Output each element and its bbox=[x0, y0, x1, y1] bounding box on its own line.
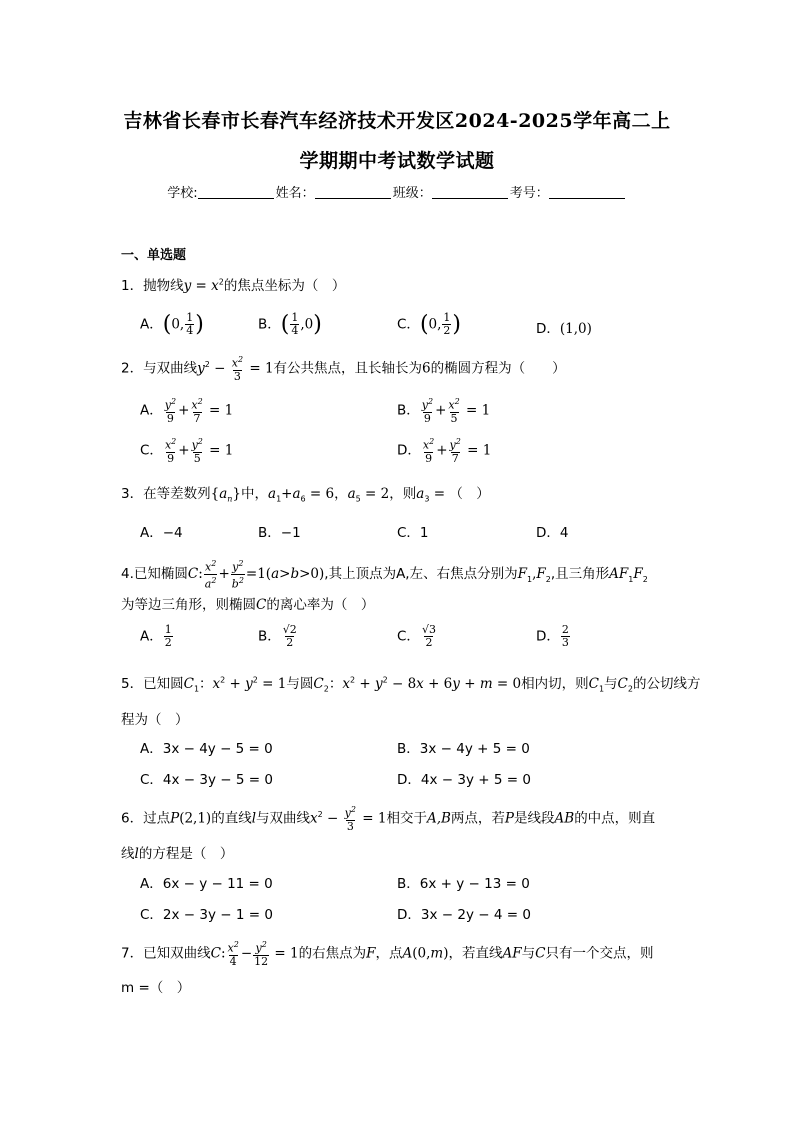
question-6: 6．过点P(2,1)的直线l与双曲线$x^2$ − $\frac{y^2}{3}$ = 1相交于A,B两点，若P是线段AB的中点，则直 bbox=[121, 805, 656, 833]
exam-no-label: 考号： bbox=[509, 186, 549, 201]
q2-option-c: C． $\frac{x^2}{9}$ + $\frac{y^2}{5}$ = 1 bbox=[140, 437, 234, 465]
question-4-line2: 为等边三角形，则椭圆C的离心率为（ ） bbox=[121, 597, 375, 613]
q5-option-b: B．3x − 4y + 5 = 0 bbox=[397, 741, 530, 757]
question-5: 5．已知圆$C_1$：$x^2 + y^2 = 1$与圆$C_2$：$x^2 + y^2 - 8x + 6y + m = 0$相内切，则$C_1$与$C_2$的公切线方 bbox=[121, 675, 701, 694]
q4-option-d: D． $\frac{2}{3}$ bbox=[536, 623, 569, 649]
q4-option-c: C． $\frac{√3}{2}$ bbox=[397, 623, 436, 649]
name-label: 姓名： bbox=[275, 186, 315, 201]
q2-option-b: B． $\frac{y^2}{9}$ + $\frac{x^2}{5}$ = 1 bbox=[397, 397, 491, 425]
question-7-line2: m =（ ） bbox=[121, 980, 191, 996]
q1-option-b: B．( $\frac{1}{4}$ ,0) bbox=[258, 311, 322, 337]
q4-option-b: B． $\frac{√2}{2}$ bbox=[258, 623, 297, 649]
q6-option-b: B．6x + y − 13 = 0 bbox=[397, 876, 530, 892]
q1-option-d: D．(1,0) bbox=[536, 321, 592, 337]
question-1: 1．抛物线$y = x^2$的焦点坐标为（ ） bbox=[121, 277, 346, 294]
q2-option-d: D． $\frac{x^2}{9}$ + $\frac{y^2}{7}$ = 1 bbox=[397, 437, 492, 465]
exam-title-line2: 学期期中考试数学试题 bbox=[299, 150, 495, 172]
q3-option-c: C．1 bbox=[397, 525, 429, 541]
q6-option-c: C．2x − 3y − 1 = 0 bbox=[140, 907, 273, 923]
q5-option-d: D．4x − 3y + 5 = 0 bbox=[397, 772, 531, 788]
question-4: 4.已知椭圆C: $\frac{x^2}{a^2}$ + $\frac{y^2}{b^2}$ =1(a>b>0),其上顶点为A,左、右焦点分别为$F_1,F_2$,且三角形$AF_1F_2$ bbox=[121, 559, 648, 591]
class-blank bbox=[432, 186, 508, 199]
q3-option-b: B．−1 bbox=[258, 525, 301, 541]
class-label: 班级： bbox=[392, 186, 432, 201]
question-6-line2: 线l的方程是（ ） bbox=[121, 846, 234, 862]
exam-no-blank bbox=[549, 186, 625, 199]
question-7: 7．已知双曲线C: $\frac{x^2}{4}$ − $\frac{y^2}{12}$ = 1的右焦点为F，点A(0,m)，若直线AF与C只有一个交点，则 bbox=[121, 940, 654, 968]
q3-option-a: A．−4 bbox=[140, 525, 183, 541]
exam-title-line1: 吉林省长春市长春汽车经济技术开发区2024-2025学年高二上 bbox=[123, 110, 671, 132]
q1-option-a: A．(0, $\frac{1}{4}$ ) bbox=[140, 311, 204, 337]
section-title: 一、单选题 bbox=[121, 248, 187, 263]
q3-option-d: D．4 bbox=[536, 525, 569, 541]
name-blank bbox=[315, 186, 391, 199]
q4-option-a: A． $\frac{1}{2}$ bbox=[140, 623, 172, 649]
q6-option-d: D．3x − 2y − 4 = 0 bbox=[397, 907, 531, 923]
q1-option-c: C．(0, $\frac{1}{2}$ ) bbox=[397, 311, 462, 337]
school-label: 学校: bbox=[167, 186, 198, 201]
student-info-row bbox=[0, 182, 794, 201]
question-2: 2．与双曲线$y^2$ − $\frac{x^2}{3}$ = 1有公共焦点，且长轴长为6的椭圆方程为（ ） bbox=[121, 355, 566, 383]
q6-option-a: A．6x − y − 11 = 0 bbox=[140, 876, 273, 892]
q5-option-a: A．3x − 4y − 5 = 0 bbox=[140, 741, 273, 757]
q5-option-c: C．4x − 3y − 5 = 0 bbox=[140, 772, 273, 788]
question-5-line2: 程为（ ） bbox=[121, 712, 189, 728]
q2-option-a: A． $\frac{y^2}{9}$ + $\frac{x^2}{7}$ = 1 bbox=[140, 397, 234, 425]
question-3: 3．在等差数列$\{a_n\}$中，$a_1+a_6 = 6$，$a_5 = 2$，则$a_3$ = （ ） bbox=[121, 486, 490, 504]
school-blank bbox=[198, 186, 274, 199]
